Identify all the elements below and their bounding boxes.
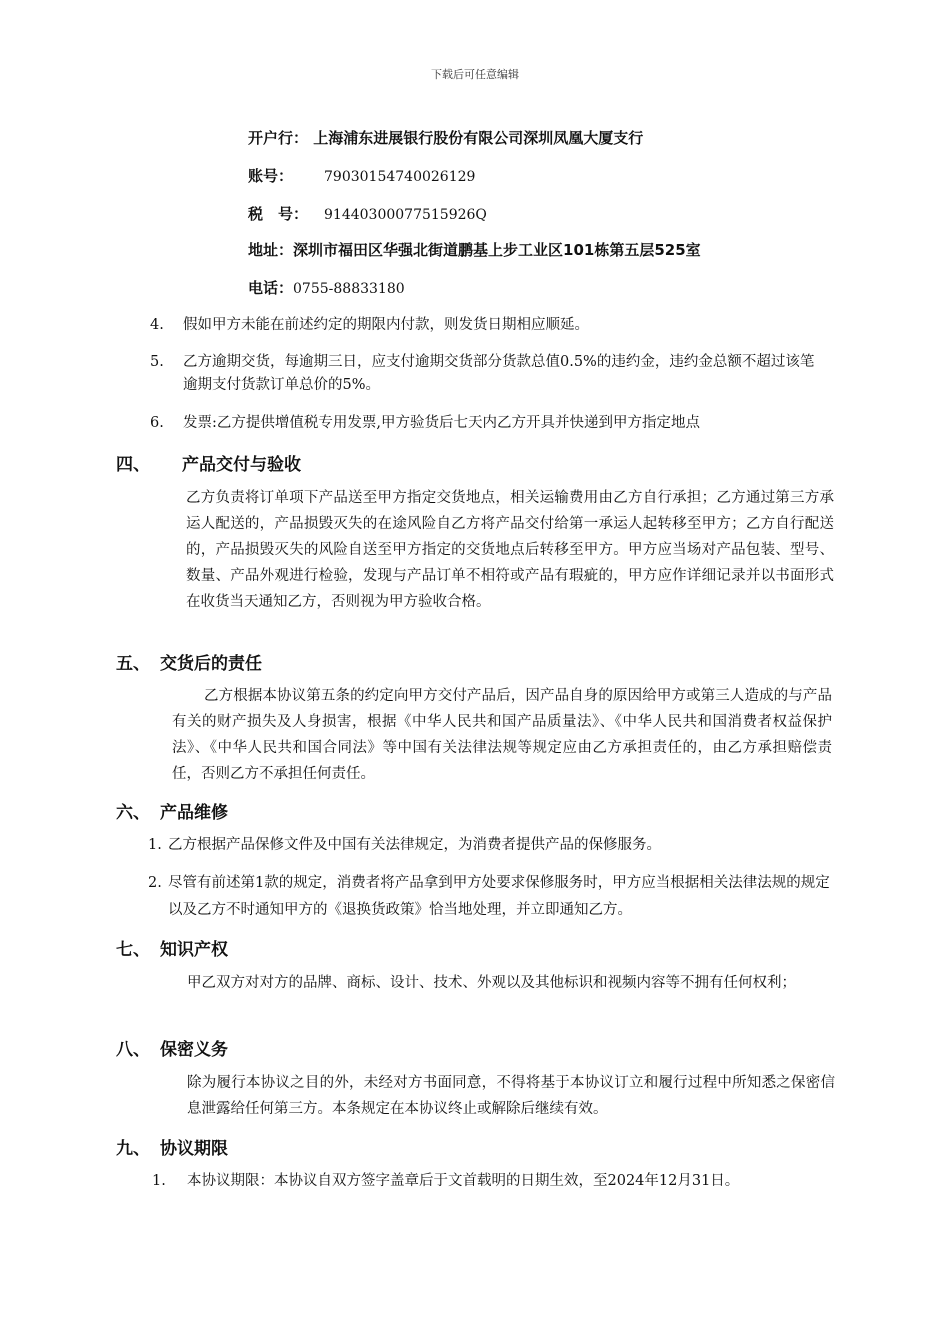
tax-label: 税 号： (248, 205, 309, 223)
bank-value: 上海浦东进展银行股份有限公司深圳凤凰大厦支行 (313, 129, 644, 147)
address-label: 地址： (248, 241, 294, 259)
item-number: 4. (150, 317, 164, 333)
section-paragraph: 乙方负责将订单项下产品送至甲方指定交货地点，相关运输费用由乙方自行承担；乙方通过第三方承运人配送的，产品损毁灭失的在途风险自乙方将产品交付给第一承运人起转移至甲方；乙方自行配送的，产品损毁灭失的风险自送至甲方指定的交货地点后转移至甲方。甲方应当场对产品包装、型号、数量、产品外观进行检验，发现与产品订单不相符或产品有瑕疵的，甲方应作详细记录并以书面形式在收货当天通知乙方，否则视为甲方验收合格。 (186, 490, 834, 610)
account-label: 账号： (248, 167, 294, 185)
section-paragraph: 除为履行本协议之目的外，未经对方书面同意，不得将基于本协议订立和履行过程中所知悉之保密信息泄露给任何第三方。本条规定在本协议终止或解除后继续有效。 (187, 1075, 835, 1117)
account-value: 79030154740026129 (324, 169, 476, 185)
tax-row (248, 203, 487, 224)
item-text: 乙方根据产品保修文件及中国有关法律规定，为消费者提供产品的保修服务。 (168, 837, 661, 853)
tax-value: 91440300077515926Q (324, 207, 487, 223)
page-header: 下载后可任意编辑 (431, 68, 519, 81)
section-number: 八、 (116, 1040, 150, 1060)
item-number: 5. (150, 354, 164, 370)
item-number: 1. (148, 837, 162, 853)
item-number: 2. (148, 875, 162, 891)
section-heading (116, 1035, 228, 1060)
section-title: 知识产权 (160, 940, 228, 960)
item-text: 尽管有前述第1款的规定，消费者将产品拿到甲方处要求保修服务时，甲方应当根据相关法律法规的规定以及乙方不时通知甲方的《退换货政策》恰当地处理，并立即通知乙方。 (168, 875, 830, 918)
item-text: 假如甲方未能在前述约定的期限内付款，则发货日期相应顺延。 (183, 317, 589, 333)
item-text: 发票:乙方提供增值税专用发票,甲方验货后七天内乙方开具并快递到甲方指定地点 (183, 415, 700, 431)
phone-label: 电话： (248, 279, 294, 297)
bank-row (248, 127, 643, 148)
account-row (248, 165, 475, 186)
address-row (248, 239, 701, 260)
section-number: 六、 (116, 803, 150, 823)
section-number: 四、 (116, 455, 150, 475)
section-number: 七、 (116, 940, 150, 960)
section-heading (116, 1134, 228, 1159)
section-heading (116, 798, 228, 823)
section-title: 交货后的责任 (160, 654, 262, 674)
item-text: 乙方逾期交货，每逾期三日，应支付逾期交货部分货款总值0.5%的违约金，违约金总额不超过该笔逾期支付货款订单总价的5%。 (183, 354, 815, 393)
section-paragraph: 甲乙双方对对方的品牌、商标、设计、技术、外观以及其他标识和视频内容等不拥有任何权利； (187, 975, 796, 991)
section-number: 五、 (116, 654, 150, 674)
section-heading (116, 450, 301, 475)
section-heading (116, 649, 262, 674)
section-title: 协议期限 (160, 1139, 228, 1159)
item-number: 6. (150, 415, 164, 431)
bank-label: 开户行： (248, 129, 309, 147)
item-number: 1. (152, 1173, 166, 1189)
phone-row (248, 277, 405, 298)
address-value: 深圳市福田区华强北街道鹏基上步工业区101栋第五层525室 (293, 241, 701, 259)
section-number: 九、 (116, 1139, 150, 1159)
section-paragraph: 乙方根据本协议第五条的约定向甲方交付产品后，因产品自身的原因给甲方或第三人造成的与产品有关的财产损失及人身损害，根据《中华人民共和国产品质量法》、《中华人民共和国消费者权益保护法》、《中华人民共和国合同法》等中国有关法律法规等规定应由乙方承担责任的，由乙方承担赔偿责任，否则乙方不承担任何责任。 (172, 688, 832, 782)
section-title: 产品交付与验收 (182, 455, 301, 475)
section-title: 保密义务 (160, 1040, 228, 1060)
phone-value: 0755-88833180 (293, 281, 405, 297)
item-text: 本协议期限：本协议自双方签字盖章后于文首载明的日期生效，至2024年12月31日。 (187, 1173, 740, 1189)
section-title: 产品维修 (160, 803, 228, 823)
section-heading (116, 935, 228, 960)
